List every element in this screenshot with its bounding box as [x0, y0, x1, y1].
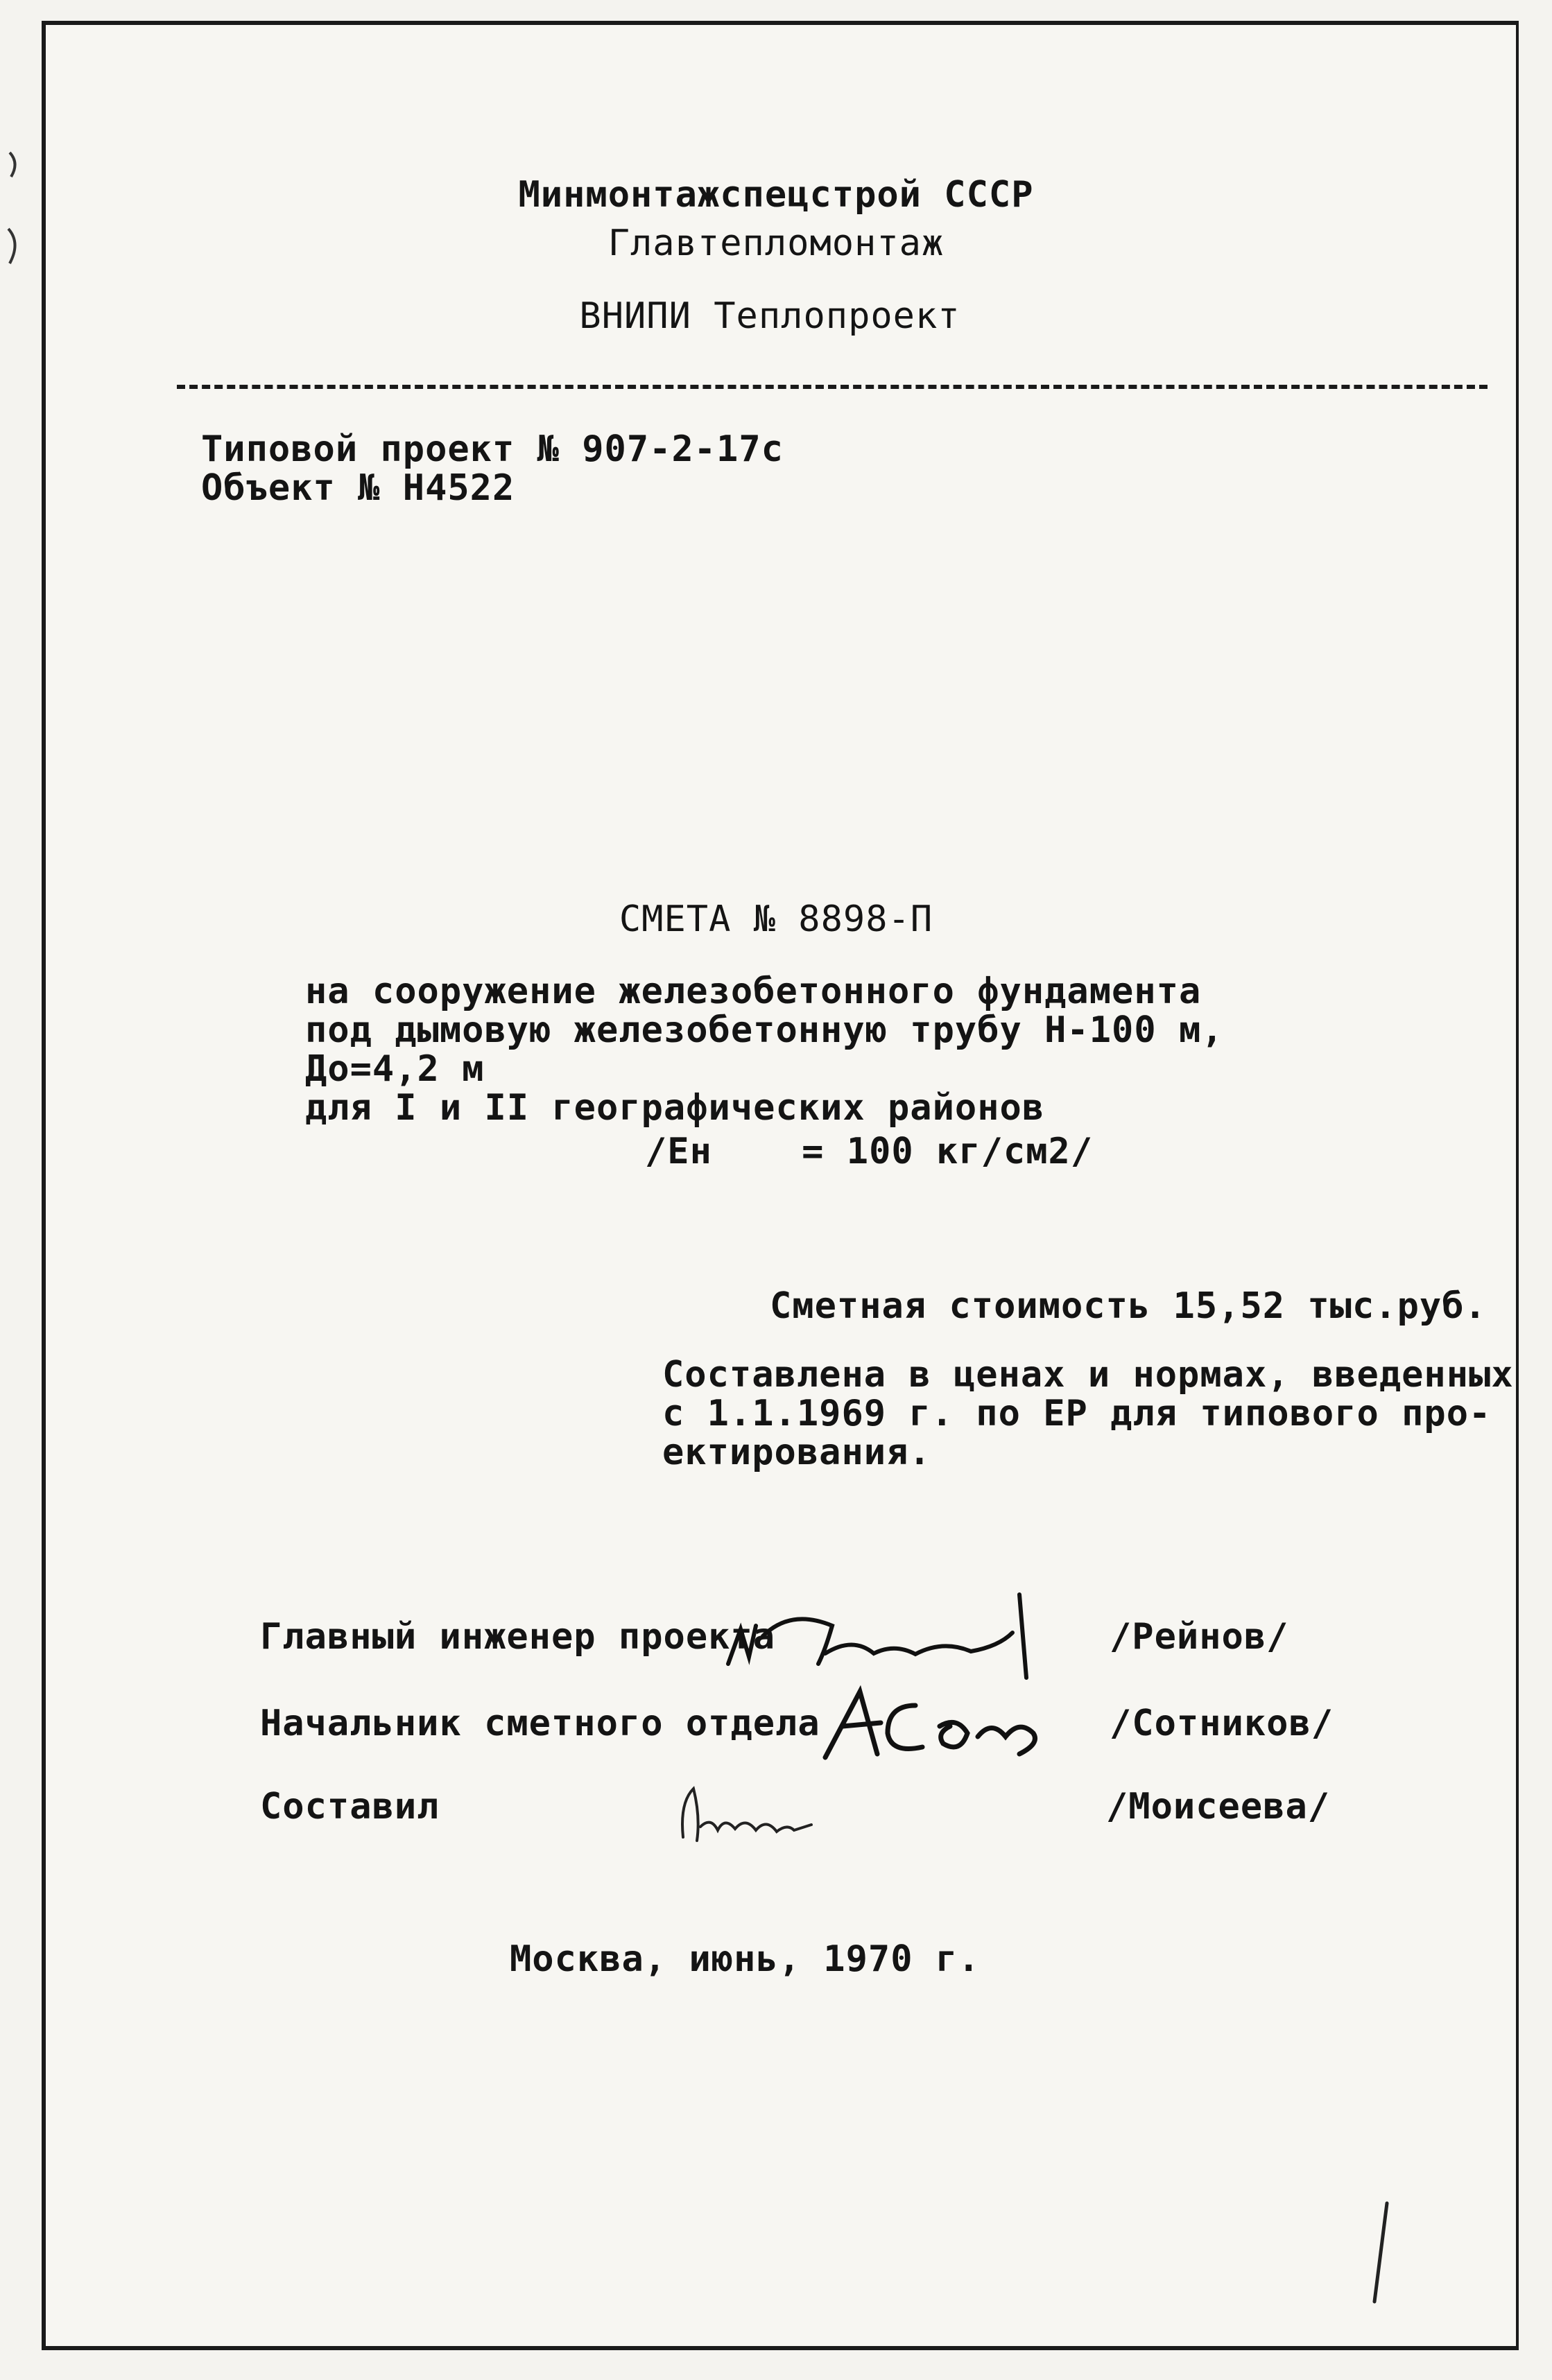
document-page [42, 21, 1519, 2350]
signatory-role: Начальник сметного отдела [260, 1703, 820, 1744]
pricing-note-line: Составлена в ценах и нормах, введенных [662, 1354, 1514, 1396]
signatory-role: Составил [260, 1786, 440, 1827]
handwritten-signature [811, 1678, 1054, 1768]
strength-formula: /Ен = 100 кг/см2/ [645, 1131, 1094, 1172]
estimate-line: под дымовую железобетонную трубу Н-100 м, [305, 1009, 1224, 1051]
estimated-cost: Сметная стоимость 15,52 тыс.руб. [770, 1285, 1487, 1327]
signatory-name: /Рейнов/ [1110, 1616, 1289, 1658]
estimate-title: СМЕТА № 8898-П [619, 898, 933, 940]
handwritten-signature [673, 1775, 825, 1851]
estimate-description [305, 972, 1224, 1127]
margin-mark [1359, 2198, 1401, 2309]
signatory-name: /Сотников/ [1110, 1703, 1334, 1744]
typical-project-number: Типовой проект № 907-2-17с [201, 428, 784, 470]
estimate-line: До=4,2 м [305, 1048, 485, 1090]
department-name: Главтепломонтаж [607, 223, 945, 264]
estimate-line: на сооружение железобетонного фундамента [305, 971, 1202, 1012]
estimate-line: для I и II географических районов [305, 1087, 1045, 1129]
project-block [201, 430, 784, 507]
header-divider [177, 385, 1488, 389]
object-number: Объект № Н4522 [201, 467, 515, 509]
institute-name: ВНИПИ Теплопроект [579, 295, 960, 337]
pricing-note-line: ектирования. [662, 1432, 931, 1473]
signatory-role: Главный инженер проекта [260, 1616, 776, 1658]
place-and-date: Москва, июнь, 1970 г. [510, 1938, 981, 1980]
handwritten-signature [721, 1588, 1047, 1692]
pricing-note [662, 1355, 1514, 1472]
ministry-name: Минмонтажспецстрой СССР [518, 174, 1034, 216]
signatory-name: /Моисеева/ [1106, 1786, 1331, 1827]
pricing-note-line: с 1.1.1969 г. по ЕР для типового про- [662, 1393, 1492, 1434]
